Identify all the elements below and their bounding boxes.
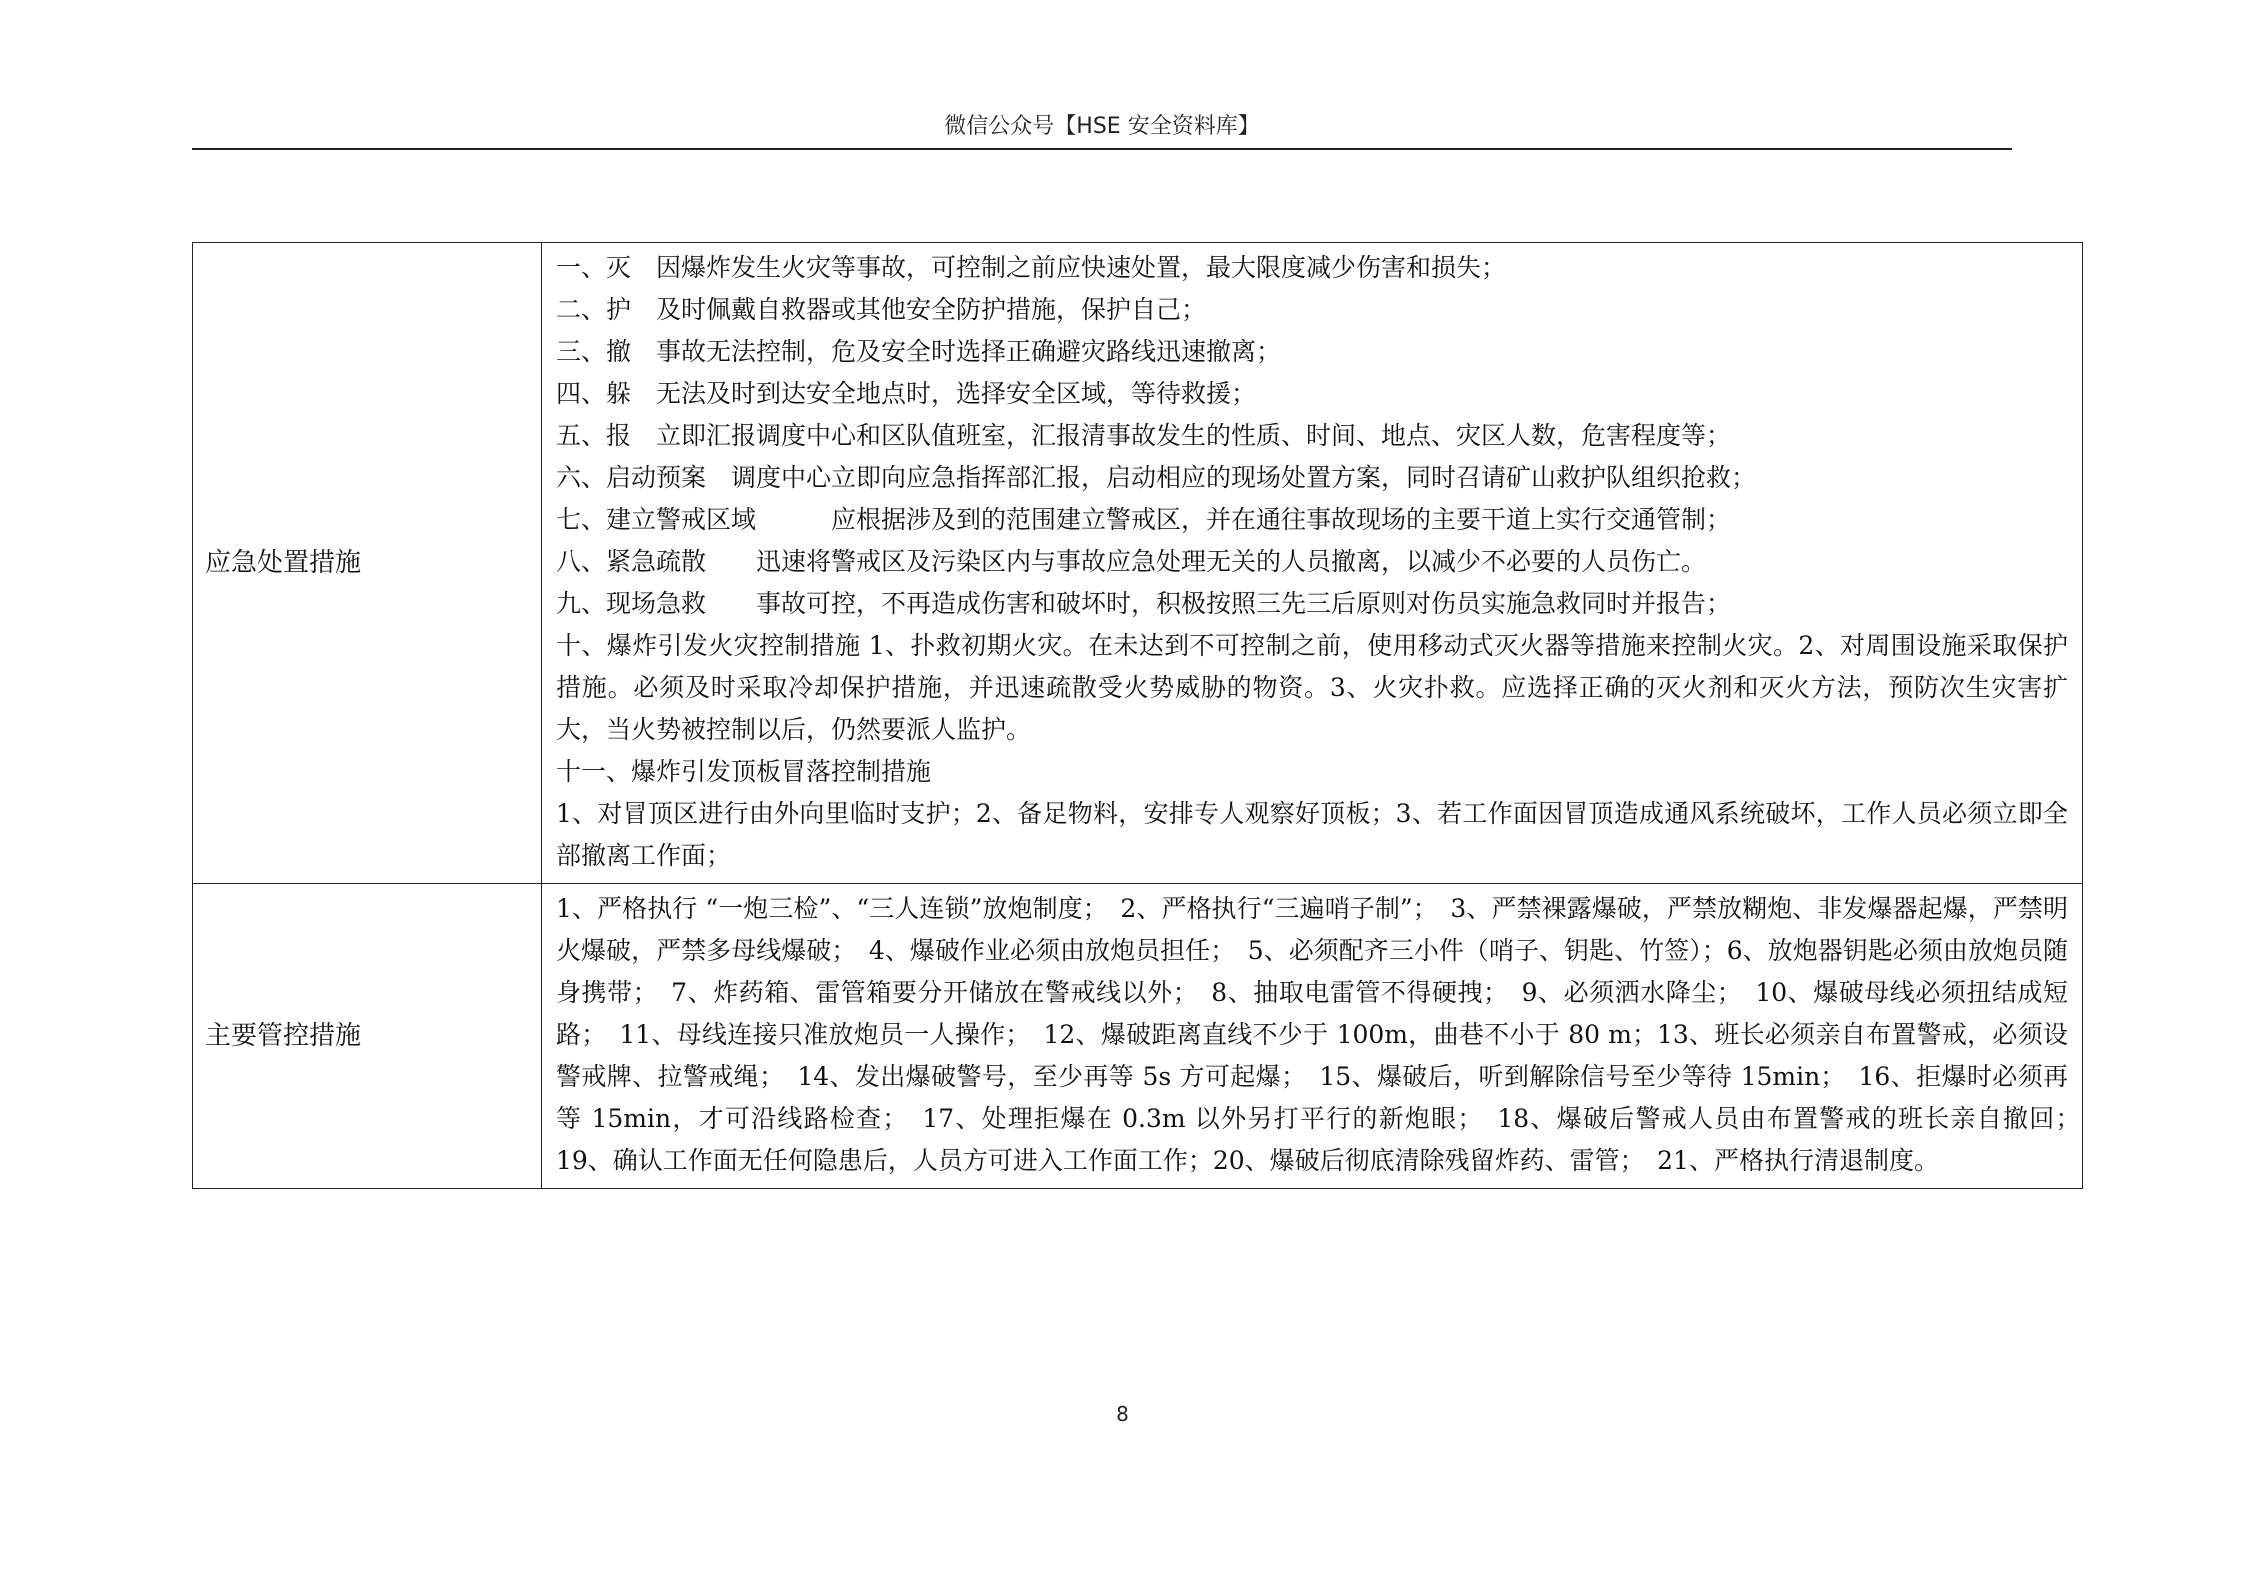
table-row-emergency-measures — [193, 243, 2083, 884]
row-label-emergency-measures: 应急处置措施 — [193, 243, 542, 884]
emergency-line-3: 三、撤 事故无法控制，危及安全时选择正确避灾路线迅速撤离； — [556, 337, 1282, 366]
emergency-line-11: 十一、爆炸引发顶板冒落控制措施 — [556, 757, 932, 786]
emergency-line-8: 八、紧急疏散 迅速将警戒区及污染区内与事故应急处理无关的人员撤离，以减少不必要的人员伤亡。 — [556, 547, 1707, 576]
table-row-main-controls — [193, 884, 2083, 1189]
emergency-line-4: 四、躲 无法及时到达安全地点时，选择安全区域，等待救援； — [556, 379, 1257, 408]
emergency-line-2: 二、护 及时佩戴自救器或其他安全防护措施，保护自己； — [556, 295, 1207, 324]
page-number: 8 — [1116, 1402, 1129, 1426]
main-controls-text: 1、严格执行 “一炮三检”、“三人连锁”放炮制度； 2、严格执行“三遍哨子制”； 3、严禁裸露爆破，严禁放糊炮、非发爆器起爆，严禁明火爆破，严禁多母线爆破； 4、爆破作业必须由放炮员担任； 5、必须配齐三小件（哨子、钥匙、竹签）；6、放炮器钥匙必须由放炮员随身携带； 7、炸药箱、雷管箱要分开储放在警戒线以外； 8、抽取电雷管不得硬拽； 9、必须洒水降尘； 10、爆破母线必须扭结成短路； 11、母线连接只准放炮员一人操作； 12、爆破距离直线不少于 100m，曲巷不小于 80 m；13、班长必须亲自布置警戒，必须设警戒牌、拉警戒绳； 14、发出爆破警号，至少再等 5s 方可起爆； 15、爆破后，听到解除信号至少等待 15min； 16、拒爆时必须再等 15min，才可沿线路检查； 17、处理拒爆在 0.3m 以外另打平行的新炮眼； 18、爆破后警戒人员由布置警戒的班长亲自撤回； 19、确认工作面无任何隐患后，人员方可进入工作面工作；20、爆破后彻底清除残留炸药、雷管； 21、严格执行清退制度。 — [556, 894, 2094, 1175]
emergency-line-5: 五、报 立即汇报调度中心和区队值班室，汇报清事故发生的性质、时间、地点、灾区人数，危害程度等； — [556, 421, 1732, 450]
page-header-title: 微信公众号【HSE 安全资料库】 — [192, 110, 2012, 150]
measures-table — [192, 242, 2094, 1189]
emergency-line-6: 六、启动预案 调度中心立即向应急指挥部汇报，启动相应的现场处置方案，同时召请矿山救护队组织抢救； — [556, 463, 1757, 492]
row-content-emergency-measures — [542, 243, 2083, 884]
emergency-line-1: 一、灭 因爆炸发生火灾等事故，可控制之前应快速处置，最大限度减少伤害和损失； — [556, 253, 1507, 282]
row-content-main-controls — [542, 884, 2094, 1189]
emergency-line-7: 七、建立警戒区域 应根据涉及到的范围建立警戒区，并在通往事故现场的主要干道上实行交通管制； — [556, 505, 1732, 534]
row-label-main-controls: 主要管控措施 — [193, 884, 542, 1189]
emergency-line-9: 九、现场急救 事故可控，不再造成伤害和破坏时，积极按照三先三后原则对伤员实施急救同时并报告； — [556, 589, 1732, 618]
emergency-line-12: 1、对冒顶区进行由外向里临时支护；2、备足物料，安排专人观察好顶板；3、若工作面因冒顶造成通风系统破坏，工作人员必须立即全部撤离工作面； — [556, 799, 2068, 870]
emergency-line-10: 十、爆炸引发火灾控制措施 1、扑救初期火灾。在未达到不可控制之前，使用移动式灭火器等措施来控制火灾。2、对周围设施采取保护措施。必须及时采取冷却保护措施，并迅速疏散受火势威胁的物资。3、火灾扑救。应选择正确的灭火剂和灭火方法，预防次生灾害扩大，当火势被控制以后，仍然要派人监护。 — [556, 631, 2068, 744]
